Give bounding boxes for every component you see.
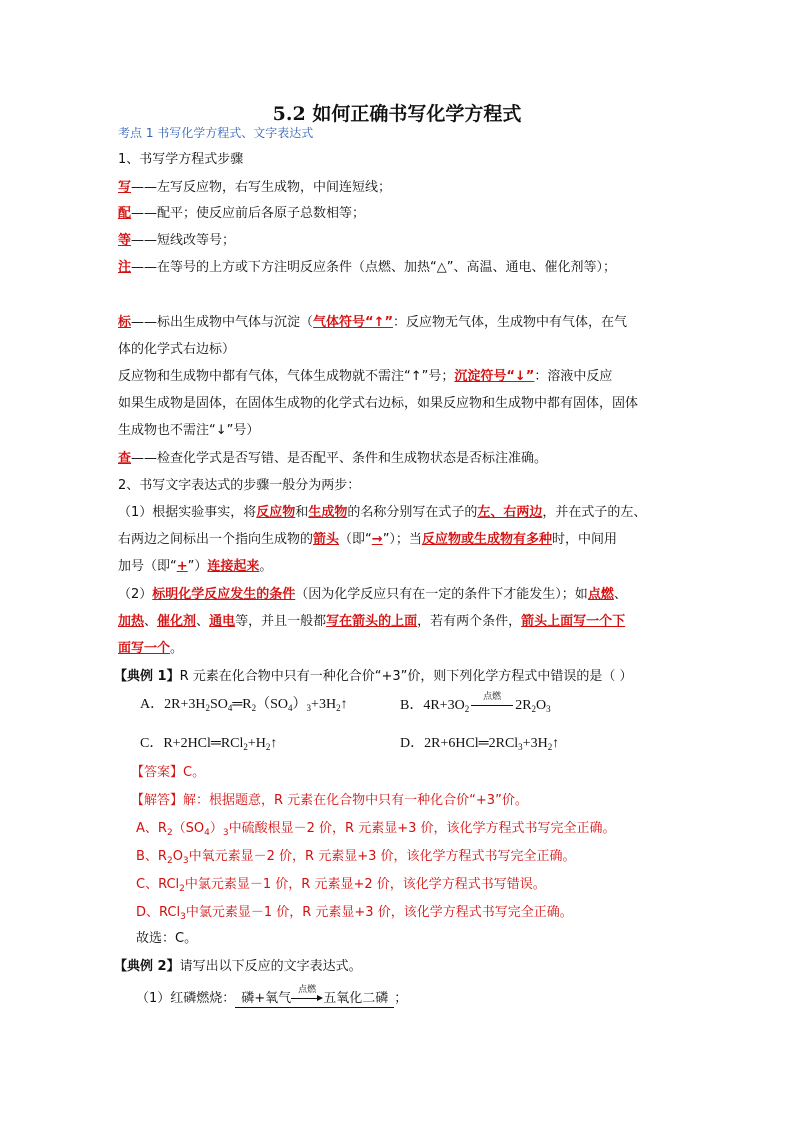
arrow-symbol: → bbox=[371, 532, 383, 547]
subscript: 3 bbox=[546, 704, 551, 714]
para-text: （2） bbox=[118, 587, 153, 602]
solution-a bbox=[136, 821, 616, 837]
subscript: 2 bbox=[336, 703, 341, 713]
step-zhu bbox=[118, 260, 616, 276]
para-highlight: 通电 bbox=[209, 614, 236, 629]
para-highlight: 催化剂 bbox=[157, 614, 197, 629]
solution-text: 解：根据题意，R 元素在化合物中只有一种化合价“+3”价。 bbox=[183, 793, 528, 808]
page-title: 5.2 如何正确书写化学方程式 bbox=[272, 103, 522, 125]
kaodian-heading: 考点 1 书写化学方程式、文字表达式 bbox=[118, 126, 314, 140]
answer-blank bbox=[235, 985, 394, 1008]
step-deng-text: ——短线改等号； bbox=[131, 233, 236, 248]
solution-d bbox=[136, 905, 573, 921]
gas-note-line bbox=[118, 369, 612, 385]
solution-b bbox=[136, 849, 576, 865]
subscript: 2 bbox=[243, 742, 248, 752]
solution-text: 中氯元素显－1 价，R 元素显+2 价，该化学方程式书写错误。 bbox=[184, 877, 546, 892]
solution-text: 中氯元素显－1 价，R 元素显+3 价，该化学方程式书写完全正确。 bbox=[185, 905, 573, 920]
para-highlight: 左、右两边 bbox=[477, 505, 543, 520]
step-deng bbox=[118, 233, 235, 249]
example2-label: 【典例 2】 bbox=[114, 959, 180, 974]
answer-text: C。 bbox=[183, 765, 206, 780]
item-end: ； bbox=[394, 991, 408, 1006]
formula-part: B、R bbox=[136, 849, 167, 864]
step-biao-text-a: ——标出生成物中气体与沉淀（ bbox=[131, 315, 314, 330]
sink-symbol-note: 沉淀符号“↓” bbox=[454, 369, 535, 384]
para-text: 、 bbox=[144, 614, 158, 629]
option-b bbox=[400, 691, 551, 714]
arrow-head-icon bbox=[317, 995, 323, 1001]
solution-c bbox=[136, 877, 546, 893]
formula-part: ↑ bbox=[552, 736, 560, 751]
para-text: 加号（即“ bbox=[118, 559, 177, 574]
para-text: （因为化学反应只有在一定的条件下才能发生）；如 bbox=[295, 587, 588, 602]
step-pei-key: 配 bbox=[118, 206, 132, 221]
para-highlight: 写在箭头的上面 bbox=[326, 614, 418, 629]
formula-part: O bbox=[172, 849, 183, 864]
para-line1 bbox=[118, 505, 646, 521]
formula-part: ↑ bbox=[270, 736, 278, 751]
subscript: 2 bbox=[265, 742, 271, 752]
para-text: 。 bbox=[170, 641, 184, 656]
example2-text: 请写出以下反应的文字表达式。 bbox=[179, 959, 362, 974]
formula-part: A、R bbox=[136, 821, 167, 836]
formula-part: +3H bbox=[311, 697, 337, 712]
step-xie-text: ——左写反应物，右写生成物，中间连短线； bbox=[131, 180, 392, 195]
para-highlight: 标明化学反应发生的条件 bbox=[152, 587, 296, 602]
formula-part: ═R bbox=[232, 697, 252, 712]
step-biao-text-b: ：反应物无气体，生成物中有气体，在气 bbox=[393, 315, 628, 330]
para-highlight: 点燃 bbox=[587, 587, 614, 602]
formula-part: +H bbox=[247, 736, 266, 751]
formula-part: +3H bbox=[522, 736, 548, 751]
para-text: ”） bbox=[187, 559, 208, 574]
condition-text: 点燃 bbox=[298, 985, 317, 995]
para-text: 等，并且一般都 bbox=[235, 614, 327, 629]
formula-part: ↑ bbox=[340, 697, 348, 712]
subscript: 2 bbox=[166, 828, 173, 838]
gas-symbol-note: 气体符号“↑” bbox=[313, 315, 394, 330]
step-xie-key: 写 bbox=[118, 180, 132, 195]
para-highlight: 加热 bbox=[118, 614, 145, 629]
subscript: 2 bbox=[166, 856, 173, 866]
subscript: 2 bbox=[251, 703, 257, 713]
para-line6 bbox=[118, 641, 183, 657]
subscript: 2 bbox=[179, 884, 185, 894]
step-xie bbox=[118, 180, 391, 196]
para-line2 bbox=[118, 532, 617, 548]
example1-question bbox=[114, 669, 633, 685]
item-label: （1）红磷燃烧： bbox=[136, 991, 236, 1006]
reaction-arrow bbox=[291, 985, 323, 1004]
solution-text: 中硫酸根显－2 价，R 元素显+3 价，该化学方程式书写完全正确。 bbox=[228, 821, 616, 836]
formula-part: （SO bbox=[172, 821, 205, 836]
para-text: 时，中间用 bbox=[551, 532, 617, 547]
example2-item1 bbox=[136, 985, 408, 1008]
subscript: 3 bbox=[180, 912, 186, 922]
subscript: 4 bbox=[227, 703, 233, 713]
option-c bbox=[140, 736, 277, 752]
step-biao-line2: 体的化学式右边标） bbox=[118, 342, 236, 357]
para-highlight: 生成物 bbox=[308, 505, 348, 520]
para-text: ”）；当 bbox=[382, 532, 422, 547]
para-text: ，并在式子的左、 bbox=[542, 505, 647, 520]
step-biao-key: 标 bbox=[118, 315, 132, 330]
condition-text: 点燃 bbox=[483, 691, 502, 701]
example1-label: 【典例 1】 bbox=[114, 669, 180, 684]
para-highlight: 连接起来 bbox=[207, 559, 260, 574]
formula-part: O bbox=[536, 698, 547, 713]
example1-text: R 元素在化合物中只有一种化合价“+3”价，则下列化学方程式中错误的是（ ） bbox=[179, 669, 633, 684]
step-cha-key: 查 bbox=[118, 451, 132, 466]
reactants: 磷+氧气 bbox=[241, 991, 292, 1006]
step-biao bbox=[118, 315, 627, 331]
para-highlight: 反应物或生成物有多种 bbox=[421, 532, 552, 547]
step-zhu-key: 注 bbox=[118, 260, 132, 275]
para-line4 bbox=[118, 587, 627, 603]
step-pei bbox=[118, 206, 365, 222]
step-deng-key: 等 bbox=[118, 233, 132, 248]
para-highlight: 箭头上面写一个下 bbox=[521, 614, 626, 629]
solid-note-line2: 生成物也不需注“↓”号） bbox=[118, 423, 260, 438]
answer-label: 【答案】 bbox=[131, 765, 184, 780]
subscript: 4 bbox=[288, 703, 293, 713]
para-line5 bbox=[118, 614, 625, 630]
solution-text: 中氧元素显－2 价，R 元素显+3 价，该化学方程式书写完全正确。 bbox=[188, 849, 576, 864]
solution-label: 【解答】 bbox=[131, 793, 184, 808]
products: 五氧化二磷 bbox=[323, 991, 389, 1006]
para-text: 和 bbox=[295, 505, 309, 520]
para-text: （即“ bbox=[339, 532, 372, 547]
para-text: ，若有两个条件， bbox=[417, 614, 522, 629]
plus-symbol: + bbox=[176, 559, 188, 574]
option-a bbox=[140, 697, 348, 713]
para-highlight: 反应物 bbox=[256, 505, 296, 520]
para-highlight: 面写一个 bbox=[118, 641, 171, 656]
para-text: 。 bbox=[259, 559, 273, 574]
para-text: 、 bbox=[613, 587, 627, 602]
reaction-condition bbox=[469, 691, 515, 711]
step-cha-text: ——检查化学式是否写错、是否配平、条件和生成物状态是否标注准确。 bbox=[131, 451, 548, 466]
gas-note-text-b: ：溶液中反应 bbox=[534, 369, 613, 384]
step-zhu-text: ——在等号的上方或下方注明反应条件（点燃、加热“△”、高温、通电、催化剂等）； bbox=[131, 260, 616, 275]
example2-question bbox=[114, 959, 362, 975]
para-line3 bbox=[118, 559, 272, 575]
para-text: 的名称分别写在式子的 bbox=[347, 505, 478, 520]
formula-part: SO bbox=[209, 697, 228, 712]
option-d bbox=[400, 736, 559, 752]
subscript: 3 bbox=[182, 856, 189, 866]
formula-part: A．2R+3H bbox=[140, 697, 206, 712]
formula-part: D．2R+6HCl═2RCl bbox=[400, 736, 519, 751]
formula-part: 2R bbox=[515, 698, 532, 713]
subscript: 3 bbox=[518, 742, 523, 752]
final-choice: 故选：C。 bbox=[136, 931, 198, 946]
subscript: 4 bbox=[204, 828, 210, 838]
answer-line bbox=[131, 765, 205, 781]
subscript: 2 bbox=[464, 704, 470, 714]
formula-part: C、RCl bbox=[136, 877, 180, 892]
para-text: 、 bbox=[196, 614, 210, 629]
formula-part: D、RCl bbox=[136, 905, 181, 920]
step-pei-text: ——配平；使反应前后各原子总数相等； bbox=[131, 206, 366, 221]
solution-line bbox=[131, 793, 528, 809]
para-text: （1）根据实验事实，将 bbox=[118, 505, 257, 520]
section2-heading: 2、书写文字表达式的步骤一般分为两步： bbox=[118, 478, 361, 493]
condition-line bbox=[471, 705, 513, 706]
subscript: 2 bbox=[531, 704, 537, 714]
formula-part: ） bbox=[292, 697, 307, 712]
solid-note-line1: 如果生成物是固体，在固体生成物的化学式右边标，如果反应物和生成物中都有固体，固体 bbox=[118, 396, 639, 411]
arrow-line bbox=[291, 998, 319, 999]
para-text: 右两边之间标出一个指向生成物的 bbox=[118, 532, 314, 547]
subscript: 3 bbox=[306, 703, 312, 713]
subscript: 2 bbox=[205, 703, 210, 713]
gas-note-text-a: 反应物和生成物中都有气体，气体生成物就不需注“↑”号； bbox=[118, 369, 455, 384]
subscript: 2 bbox=[547, 742, 553, 752]
subscript: 3 bbox=[222, 828, 229, 838]
formula-part: ） bbox=[209, 821, 223, 836]
formula-part: C．R+2HCl═RCl bbox=[140, 736, 244, 751]
para-highlight: 箭头 bbox=[313, 532, 340, 547]
step-cha bbox=[118, 451, 547, 467]
formula-part: B．4R+3O bbox=[400, 698, 465, 713]
formula-part: （SO bbox=[256, 697, 289, 712]
section1-heading: 1、书写学方程式步骤 bbox=[118, 152, 244, 167]
